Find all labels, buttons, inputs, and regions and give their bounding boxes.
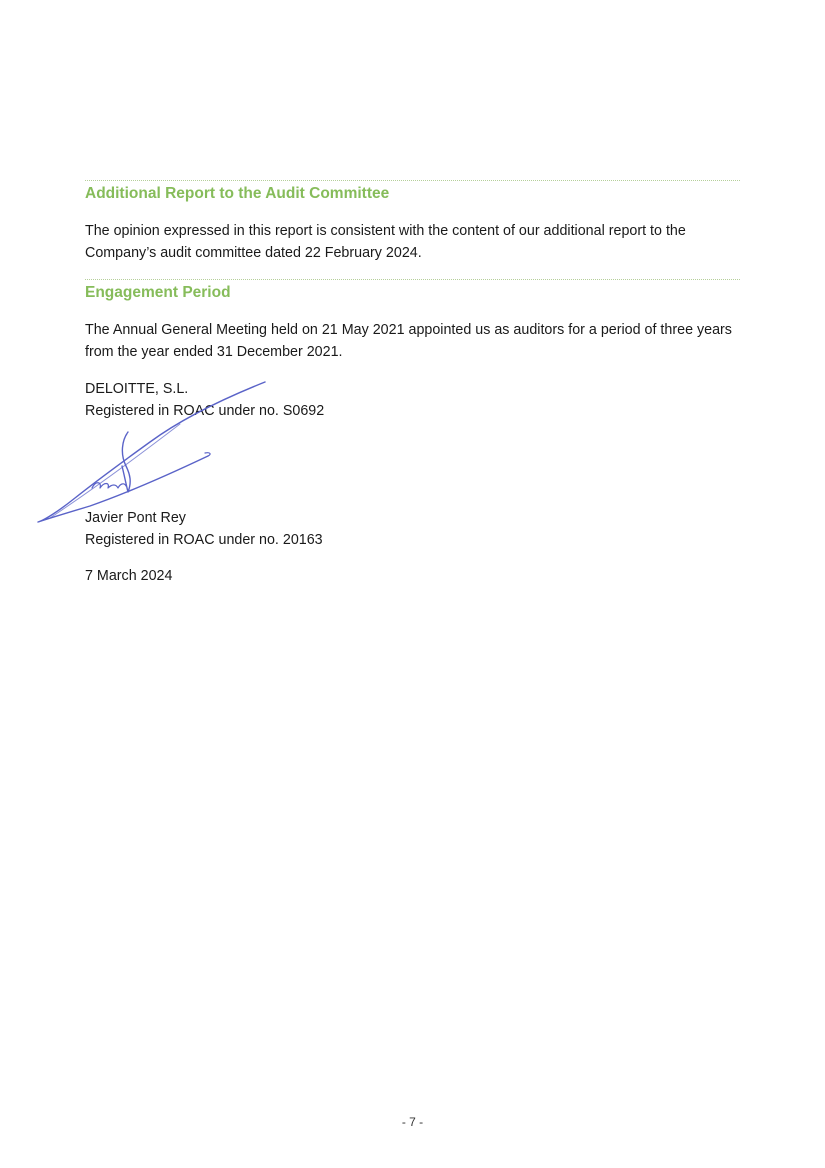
signatory-registration: Registered in ROAC under no. 20163 <box>85 532 323 548</box>
firm-registration: Registered in ROAC under no. S0692 <box>85 403 325 419</box>
section-divider <box>85 279 740 280</box>
firm-name: DELOITTE, S.L. <box>85 381 189 397</box>
page-number: - 7 - <box>401 1115 424 1129</box>
section-divider <box>85 180 740 181</box>
section-body-audit-committee: The opinion expressed in this report is consistent with the content of our additional report to the Company’s audit committee dated 22 February 2024. <box>85 223 686 261</box>
signatory-name: Javier Pont Rey <box>85 510 186 526</box>
section-heading-engagement-period: Engagement Period <box>85 284 231 301</box>
section-heading-audit-committee: Additional Report to the Audit Committee <box>85 185 390 202</box>
report-date: 7 March 2024 <box>85 568 173 584</box>
section-body-engagement-period: The Annual General Meeting held on 21 May 2021 appointed us as auditors for a period of three years from the year ended 31 December 2021. <box>85 322 732 360</box>
